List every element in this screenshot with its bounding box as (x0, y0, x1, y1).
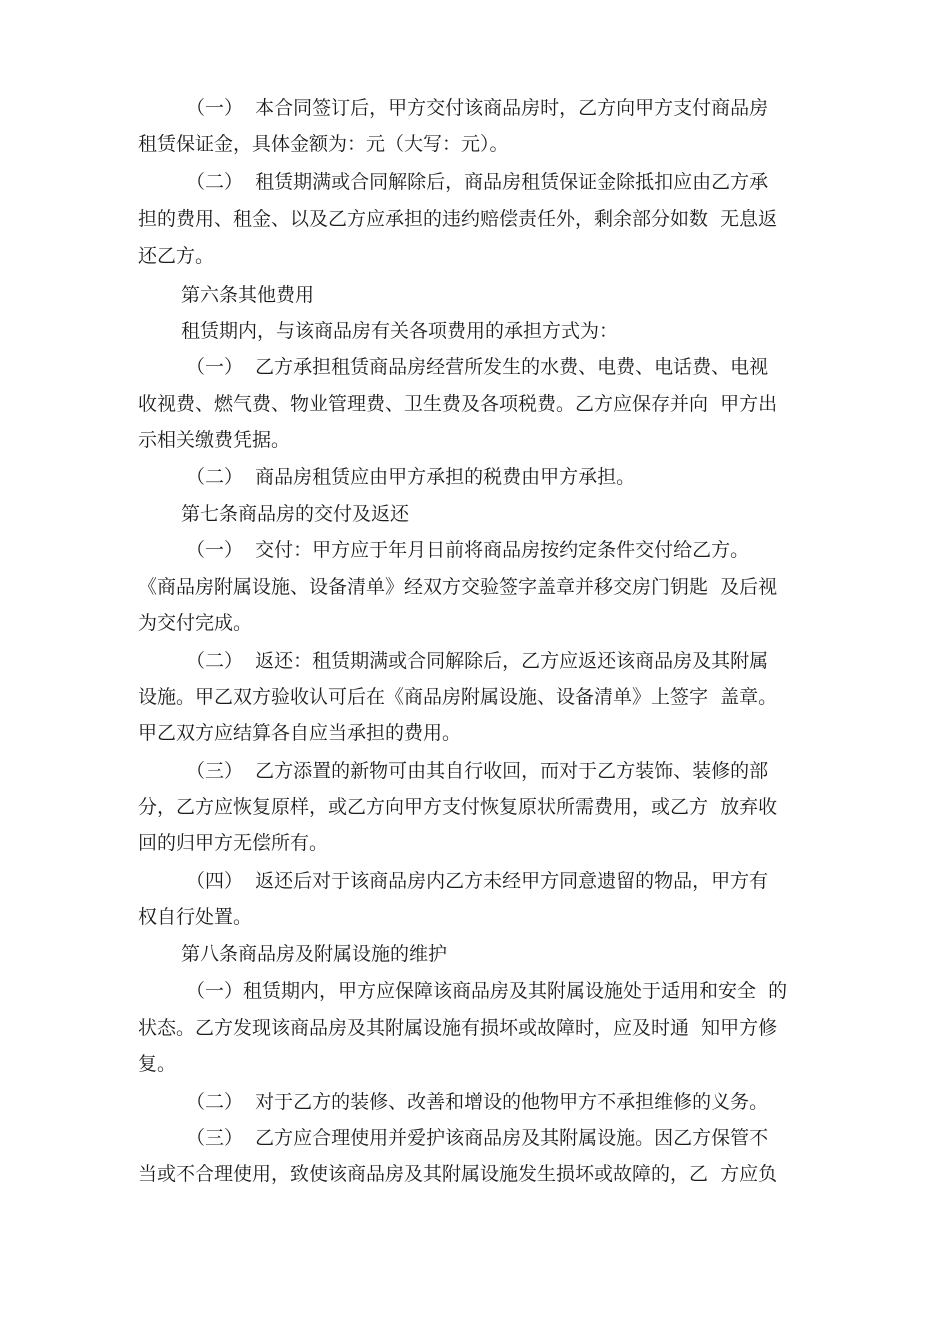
text-line: 复。 (138, 1053, 177, 1075)
text-line: （一） 乙方承担租赁商品房经营所发生的水费、电费、电话费、电视 (186, 356, 769, 378)
text-line: （四） 返还后对于该商品房内乙方未经甲方同意遗留的物品，甲方有 (186, 870, 769, 892)
text-line: 当或不合理使用，致使该商品房及其附属设施发生损坏或故障的，乙 方应负 (138, 1163, 778, 1185)
text-line: （三） 乙方应合理使用并爱护该商品房及其附属设施。因乙方保管不 (186, 1127, 769, 1149)
text-line: 《商品房附属设施、设备清单》经双方交验签字盖章并移交房门钥匙 及后视 (138, 576, 778, 598)
text-line: 租赁保证金，具体金额为：元（大写：元）。 (138, 133, 509, 155)
text-line: 回的归甲方无偿所有。 (138, 832, 329, 854)
text-line: 还乙方。 (138, 245, 215, 267)
text-line: 甲乙双方应结算各自应当承担的费用。 (138, 722, 462, 744)
text-line: 状态。乙方发现该商品房及其附属设施有损坏或故障时，应及时通 知甲方修 (138, 1017, 778, 1039)
text-line: 收视费、燃气费、物业管理费、卫生费及各项税费。乙方应保存并向 甲方出 (138, 393, 778, 415)
text-line: （一） 交付：甲方应于年月日前将商品房按约定条件交付给乙方。 (186, 539, 750, 561)
text-line: 租赁期内，与该商品房有关各项费用的承担方式为： (181, 320, 619, 342)
section-heading: 第八条商品房及附属设施的维护 (181, 943, 448, 965)
text-line: 担的费用、租金、以及乙方应承担的违约赔偿责任外，剩余部分如数 无息返 (138, 208, 778, 230)
text-line: 为交付完成。 (138, 612, 253, 634)
text-line: （二） 对于乙方的装修、改善和增设的他物甲方不承担维修的义务。 (186, 1091, 769, 1113)
text-line: （一）租赁期内，甲方应保障该商品房及其附属设施处于适用和安全 的 (186, 980, 788, 1002)
text-line: 分，乙方应恢复原样，或乙方向甲方支付恢复原状所需费用，或乙方 放弃收 (138, 796, 778, 818)
text-line: （三） 乙方添置的新物可由其自行收回，而对于乙方装饰、装修的部 (186, 760, 769, 782)
text-line: 示相关缴费凭据。 (138, 429, 291, 451)
section-heading: 第六条其他费用 (181, 284, 315, 306)
text-line: （二） 返还：租赁期满或合同解除后，乙方应返还该商品房及其附属 (186, 650, 769, 672)
text-line: （一） 本合同签订后，甲方交付该商品房时，乙方向甲方支付商品房 (186, 97, 769, 119)
text-line: 设施。甲乙双方验收认可后在《商品房附属设施、设备清单》上签字 盖章。 (138, 686, 778, 708)
text-line: （二） 商品房租赁应由甲方承担的税费由甲方承担。 (186, 466, 636, 488)
text-line: （二） 租赁期满或合同解除后，商品房租赁保证金除抵扣应由乙方承 (186, 171, 769, 193)
section-heading: 第七条商品房的交付及返还 (181, 503, 410, 525)
text-line: 权自行处置。 (138, 906, 253, 928)
